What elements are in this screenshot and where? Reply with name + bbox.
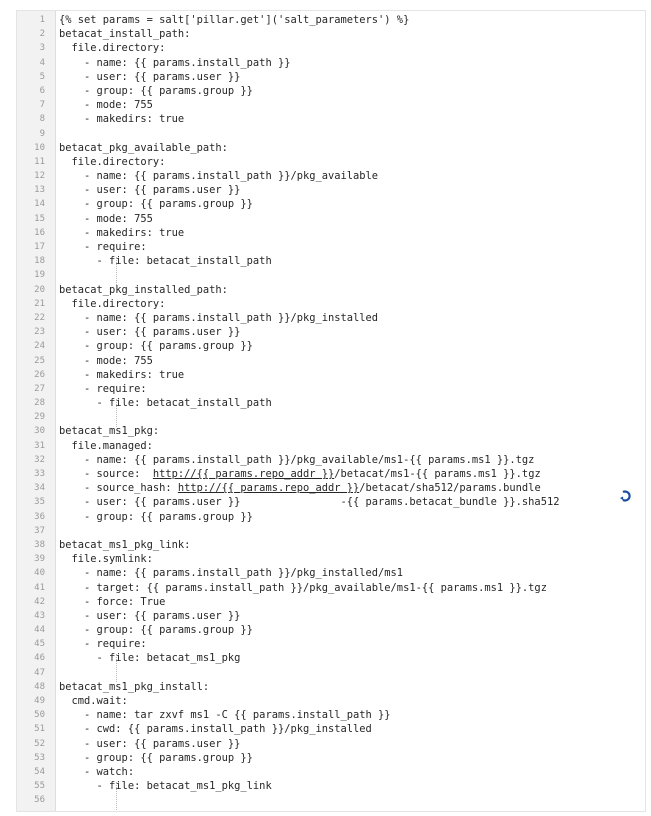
code-line[interactable] — [17, 169, 645, 183]
code-line[interactable] — [17, 751, 645, 765]
line-number: 38 — [34, 539, 45, 550]
code-lines — [17, 13, 645, 808]
line-number: 7 — [39, 100, 45, 111]
code-line[interactable] — [17, 524, 645, 538]
code-line[interactable] — [17, 439, 645, 453]
indent-guide — [116, 257, 117, 285]
code-line[interactable] — [17, 141, 645, 155]
line-text: betacat_ms1_pkg_install: — [59, 680, 210, 693]
line-number: 17 — [34, 242, 45, 252]
line-text: - cwd: {{ params.install_path }}/pkg_installed — [59, 723, 372, 736]
code-line[interactable] — [17, 254, 645, 268]
wrap-arrow-icon — [619, 489, 633, 503]
line-text: - file: betacat_ms1_pkg_link — [59, 780, 272, 793]
code-line[interactable] — [17, 183, 645, 197]
line-number: 33 — [34, 469, 45, 479]
code-line[interactable] — [17, 538, 645, 552]
code-line[interactable] — [17, 240, 645, 254]
line-text: - file: betacat_install_path — [59, 397, 272, 410]
line-text: - makedirs: true — [59, 368, 185, 381]
code-line[interactable] — [17, 694, 645, 708]
line-number: 8 — [39, 114, 45, 125]
code-line[interactable] — [17, 666, 645, 680]
line-number: 26 — [34, 369, 45, 380]
code-line[interactable] — [17, 467, 645, 481]
code-line[interactable] — [17, 637, 645, 651]
line-number: 37 — [34, 525, 45, 536]
line-number: 39 — [34, 554, 45, 565]
line-text: - require: — [59, 241, 147, 253]
code-line[interactable] — [17, 793, 645, 807]
indent-guide — [116, 782, 117, 810]
line-number: 20 — [34, 284, 45, 295]
code-line[interactable] — [17, 27, 645, 41]
code-line[interactable] — [17, 623, 645, 637]
line-number: 28 — [34, 398, 45, 409]
line-text: - group: {{ params.group }} — [59, 84, 253, 97]
line-number: 36 — [34, 511, 45, 522]
line-text: - user: {{ params.user }} — [59, 70, 241, 83]
line-number: 15 — [34, 213, 45, 224]
line-number: 50 — [34, 710, 45, 721]
line-text: - group: {{ params.group }} — [59, 510, 253, 523]
line-text: betacat_install_path: — [59, 28, 191, 41]
line-text: - mode: 755 — [59, 99, 153, 112]
code-line[interactable] — [17, 566, 645, 580]
line-text: - group: {{ params.group }} — [59, 751, 253, 764]
line-number: 27 — [34, 383, 45, 394]
line-text: - user: {{ params.user }} — [59, 609, 241, 622]
line-number: 56 — [34, 795, 45, 806]
line-text: - group: {{ params.group }} — [59, 624, 253, 637]
line-number: 30 — [34, 426, 45, 437]
line-text: file.managed: — [59, 439, 153, 452]
code-line[interactable] — [17, 396, 645, 410]
indent-guide — [116, 399, 117, 427]
line-number: 41 — [34, 582, 45, 593]
code-line[interactable] — [17, 212, 645, 226]
line-number: 55 — [34, 781, 45, 792]
line-number: 35 — [34, 497, 45, 508]
line-text: cmd.wait: — [59, 695, 128, 707]
code-line[interactable] — [17, 84, 645, 98]
line-number: 2 — [39, 29, 45, 40]
line-text: - mode: 755 — [59, 354, 153, 367]
line-text: betacat_ms1_pkg: — [59, 425, 160, 438]
code-line[interactable] — [17, 127, 645, 141]
line-text: file.directory: — [59, 42, 166, 55]
line-number: 48 — [34, 681, 45, 692]
line-text: file.directory: — [59, 155, 166, 168]
line-number: 49 — [34, 696, 45, 706]
line-number: 29 — [34, 412, 45, 423]
code-line[interactable] — [17, 70, 645, 84]
code-line[interactable] — [17, 410, 645, 424]
code-line[interactable] — [17, 552, 645, 566]
line-number: 10 — [34, 142, 45, 153]
line-text: - name: {{ params.install_path }}/pkg_available/ms1-{{ params.ms1 }}.tgz — [59, 453, 535, 466]
code-line[interactable] — [17, 354, 645, 368]
code-line[interactable] — [17, 325, 645, 339]
line-number: 12 — [34, 171, 45, 182]
line-number: 45 — [34, 639, 45, 650]
code-line[interactable] — [17, 651, 645, 665]
line-number: 31 — [34, 440, 45, 451]
code-line[interactable] — [17, 510, 645, 524]
line-number: 16 — [34, 227, 45, 238]
line-text: - source_hash: http://{{ params.repo_addr }}/betacat/sha512/params.bundle — [59, 482, 541, 495]
code-line[interactable] — [17, 595, 645, 609]
code-line[interactable] — [17, 680, 645, 694]
line-number: 54 — [34, 766, 45, 777]
line-number: 47 — [34, 667, 45, 678]
line-text: {% set params = salt['pillar.get']('salt_parameters') %} — [59, 14, 410, 26]
line-number: 44 — [34, 625, 45, 636]
line-number: 13 — [34, 185, 45, 196]
line-text: - force: True — [59, 595, 166, 608]
line-number: 23 — [34, 327, 45, 338]
code-line[interactable] — [17, 581, 645, 595]
code-line[interactable] — [17, 268, 645, 282]
code-line[interactable] — [17, 155, 645, 169]
line-text: - user: {{ params.user }} — [59, 184, 241, 197]
line-text: - name: {{ params.install_path }} — [59, 56, 291, 69]
line-text: betacat_ms1_pkg_link: — [59, 538, 191, 551]
code-line[interactable] — [17, 382, 645, 396]
line-number: 14 — [34, 199, 45, 210]
url-link[interactable]: http://{{ params.repo_addr }} — [177, 482, 360, 495]
line-number: 9 — [39, 128, 45, 139]
line-number: 52 — [34, 738, 45, 749]
code-line[interactable] — [17, 708, 645, 722]
code-line[interactable] — [17, 297, 645, 311]
code-line[interactable] — [17, 13, 645, 27]
line-text: betacat_pkg_installed_path: — [59, 283, 228, 296]
line-text: - group: {{ params.group }} — [59, 340, 253, 353]
line-number: 43 — [34, 610, 45, 621]
line-number: 32 — [34, 454, 45, 465]
line-text: - makedirs: true — [59, 226, 185, 239]
line-number: 11 — [34, 156, 45, 167]
line-text: - user: {{ params.user }} -{{ params.betacat_bundle }}.sha512 — [59, 496, 560, 509]
line-text: - require: — [59, 382, 147, 395]
line-text: - source: http://{{ params.repo_addr }}/betacat/ms1-{{ params.ms1 }}.tgz — [59, 468, 541, 480]
code-line[interactable] — [17, 779, 645, 793]
line-text: - require: — [59, 638, 147, 651]
code-line[interactable] — [17, 339, 645, 353]
line-text: - user: {{ params.user }} — [59, 737, 241, 750]
line-text: - makedirs: true — [59, 113, 185, 126]
code-line[interactable] — [17, 424, 645, 438]
line-text: - name: tar zxvf ms1 -C {{ params.install_path }} — [59, 709, 391, 722]
line-text: file.symlink: — [59, 553, 153, 566]
code-line[interactable] — [17, 453, 645, 467]
line-number: 1 — [39, 15, 45, 25]
line-text: - file: betacat_ms1_pkg — [59, 652, 241, 665]
code-editor[interactable] — [16, 10, 646, 812]
code-line[interactable] — [17, 311, 645, 325]
line-number: 53 — [34, 752, 45, 763]
code-line[interactable] — [17, 609, 645, 623]
line-number: 34 — [34, 483, 45, 494]
line-text: betacat_pkg_available_path: — [59, 141, 228, 154]
line-number: 51 — [34, 724, 45, 735]
line-number: 3 — [39, 43, 45, 54]
line-number: 5 — [39, 71, 45, 82]
line-number: 46 — [34, 653, 45, 664]
indent-guide — [116, 654, 117, 682]
code-line[interactable] — [17, 368, 645, 382]
code-line[interactable] — [17, 56, 645, 70]
line-number: 21 — [34, 298, 45, 309]
line-number: 18 — [34, 256, 45, 267]
code-line[interactable] — [17, 112, 645, 126]
line-text: - watch: — [59, 765, 135, 778]
line-text: - file: betacat_install_path — [59, 255, 272, 268]
url-link[interactable]: http://{{ params.repo_addr }} — [152, 468, 335, 480]
line-text: - mode: 755 — [59, 212, 153, 225]
code-line[interactable] — [17, 41, 645, 55]
line-text: - user: {{ params.user }} — [59, 326, 241, 339]
line-text: - target: {{ params.install_path }}/pkg_available/ms1-{{ params.ms1 }}.tgz — [59, 581, 547, 594]
line-number: 40 — [34, 568, 45, 579]
line-number: 6 — [39, 85, 45, 96]
code-line[interactable] — [17, 283, 645, 297]
code-line[interactable] — [17, 226, 645, 240]
code-line[interactable] — [17, 98, 645, 112]
line-text: - name: {{ params.install_path }}/pkg_installed — [59, 311, 379, 324]
line-text: - name: {{ params.install_path }}/pkg_installed/ms1 — [59, 567, 404, 580]
line-number: 42 — [34, 596, 45, 607]
code-line[interactable] — [17, 481, 645, 495]
line-number: 24 — [34, 341, 45, 352]
code-line[interactable] — [17, 737, 645, 751]
line-text: file.directory: — [59, 297, 166, 310]
code-line[interactable] — [17, 765, 645, 779]
line-number: 25 — [34, 355, 45, 366]
code-line[interactable] — [17, 722, 645, 736]
line-text: - name: {{ params.install_path }}/pkg_available — [59, 170, 379, 183]
line-text: - group: {{ params.group }} — [59, 198, 253, 211]
code-line[interactable] — [17, 495, 645, 509]
line-number: 19 — [34, 270, 45, 281]
code-line[interactable] — [17, 197, 645, 211]
line-number: 22 — [34, 312, 45, 323]
line-number: 4 — [39, 57, 45, 68]
